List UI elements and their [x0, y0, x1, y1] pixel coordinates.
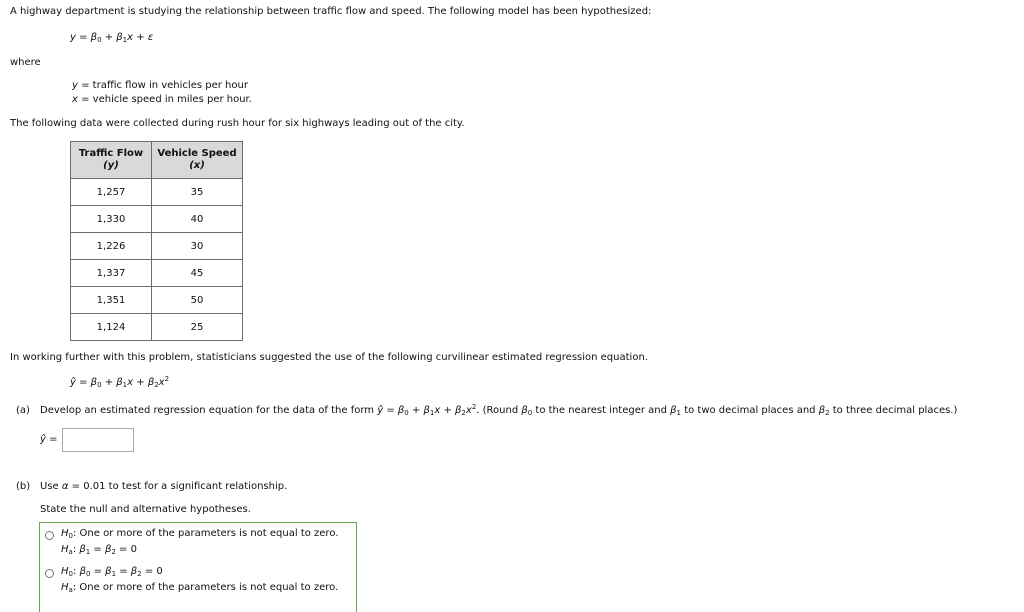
table-row	[71, 179, 243, 206]
table-row	[71, 287, 243, 314]
definition-y: y = traffic flow in vehicles per hour	[72, 80, 248, 91]
intro-text: A highway department is studying the relationship between traffic flow and speed. The following model has been hypothesized:	[10, 6, 652, 17]
data-intro-text: The following data were collected during rush hour for six highways leading out of the city.	[10, 118, 465, 129]
option-2-alternative: $H_a$: One or more of the parameters is not equal to zero.	[61, 582, 339, 594]
table-row	[71, 314, 243, 341]
model-equation: $y = \beta_0 + \beta_1x + \varepsilon$	[70, 32, 154, 44]
part-b-label: (b)	[16, 481, 31, 492]
cell-vehicle-speed: 25	[152, 314, 243, 341]
cell-vehicle-speed: 50	[152, 287, 243, 314]
part-a-question: Develop an estimated regression equation for the data of the form ŷ = $\beta_0 + \beta_1x + \beta_2x^2$. (Round $\beta_0$ to the nearest integer and $\beta_1$ to two decimal places and $\beta_2$ to three decimal places.)	[40, 403, 958, 417]
part-a-label: (a)	[16, 405, 30, 416]
cell-vehicle-speed: 45	[152, 260, 243, 287]
cell-traffic-flow: 1,337	[71, 260, 152, 287]
hypotheses-instruction: State the null and alternative hypotheses.	[40, 504, 251, 515]
table-row	[71, 260, 243, 287]
hypothesis-option-2-radio[interactable]	[45, 569, 54, 578]
option-2-null: $H_0$: $\beta_0 = \beta_1 = \beta_2 = 0$	[61, 566, 163, 578]
hypotheses-choices	[39, 522, 357, 612]
hypothesis-option-1-radio[interactable]	[45, 531, 54, 540]
cell-vehicle-speed: 40	[152, 206, 243, 233]
regression-equation-input[interactable]	[62, 428, 134, 452]
definition-x: x = vehicle speed in miles per hour.	[72, 94, 252, 105]
table-row	[71, 206, 243, 233]
curvilinear-intro-text: In working further with this problem, statisticians suggested the use of the following curvilinear estimated regression equation.	[10, 352, 648, 363]
cell-traffic-flow: 1,351	[71, 287, 152, 314]
option-1-alternative: $H_a$: $\beta_1 = \beta_2 = 0$	[61, 544, 137, 556]
part-b-question: Use α = 0.01 to test for a significant relationship.	[40, 481, 288, 492]
data-table	[70, 141, 243, 341]
where-label: where	[10, 57, 41, 68]
cell-traffic-flow: 1,257	[71, 179, 152, 206]
table-row	[71, 233, 243, 260]
cell-vehicle-speed: 35	[152, 179, 243, 206]
cell-traffic-flow: 1,124	[71, 314, 152, 341]
column-header-traffic-flow: Traffic Flow (y)	[71, 142, 152, 179]
column-header-vehicle-speed: Vehicle Speed (x)	[152, 142, 243, 179]
cell-traffic-flow: 1,226	[71, 233, 152, 260]
answer-label: ŷ =	[40, 434, 58, 445]
curvilinear-equation: ŷ = $\beta_0 + \beta_1x + \beta_2x^2$	[70, 375, 170, 389]
option-1-null: $H_0$: One or more of the parameters is not equal to zero.	[61, 528, 339, 540]
cell-traffic-flow: 1,330	[71, 206, 152, 233]
cell-vehicle-speed: 30	[152, 233, 243, 260]
